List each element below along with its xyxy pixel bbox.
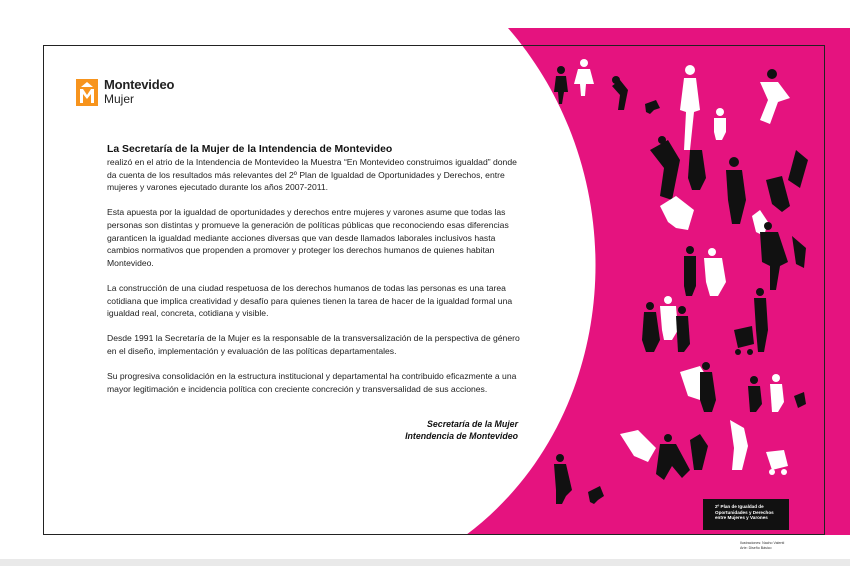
paragraph-2: Esta apuesta por la igualdad de oportunidades y derechos entre mujeres y varones asume que todas las personas son distintas y promueve la generación de políticas públicas que reconociendo esas diferencias garanticen la igualdad mediante acciones diversas que van desde llamados laborales inclusivos hasta cambios normativos que propenden a promover y proteger los derechos humanos de quienes habitan Montevideo.	[107, 207, 509, 268]
signature-line-1: Secretaría de la Mujer	[427, 419, 518, 429]
document-title: La Secretaría de la Mujer de la Intendencia de Montevideo	[107, 144, 393, 155]
logo-text	[104, 78, 174, 106]
credits-line-1: Ilustraciones: Nacho Valenti	[740, 541, 785, 545]
logo-name: Montevideo	[104, 77, 175, 92]
paragraph-3: La construcción de una ciudad respetuosa de los derechos humanos de todas las personas es una tarea cotidiana que implica creatividad y desafío para quienes tienen la tarea de hacer de la igualdad formal una igualdad real, concreta, cotidiana y visible.	[107, 282, 513, 319]
credits-line-2: Arte: Diseño Básico	[740, 546, 772, 550]
paragraph-1: realizó en el atrio de la Intendencia de Montevideo la Muestra “En Montevideo construimos igualdad” donde da cuenta de los resultados más relevantes del 2º Plan de Igualdad de Oportunidades y Derechos, entre mujeres y varones ejecutado durante los años 2007-2011.	[107, 157, 517, 193]
logo-m-glyph	[76, 79, 98, 106]
signature-block	[330, 418, 518, 443]
logo-subtitle: Mujer	[104, 92, 135, 106]
badge-line-3: entre Mujeres y Varones	[715, 515, 768, 521]
paragraph-5: Su progresiva consolidación en la estructura institucional y departamental ha contribuido eficazmente a una mayor legitimación e incidencia política con creciente concreción y transversalidad de sus acciones.	[107, 371, 517, 394]
montevideo-mujer-logo	[76, 78, 174, 106]
badge-line-1: 2º Plan de Igualdad de	[715, 504, 764, 509]
montevideo-logo-icon	[76, 79, 98, 106]
credits	[740, 541, 820, 551]
paragraph-4: Desde 1991 la Secretaría de la Mujer es la responsable de la transversalización de la perspectiva de género en el diseño, implementación y evaluación de las políticas departamentales.	[107, 333, 520, 356]
badge-line-2: Oportunidades y Derechos	[715, 509, 774, 515]
plan-badge	[703, 499, 789, 530]
document-body	[107, 143, 525, 408]
signature-line-2: Intendencia de Montevideo	[405, 431, 518, 442]
